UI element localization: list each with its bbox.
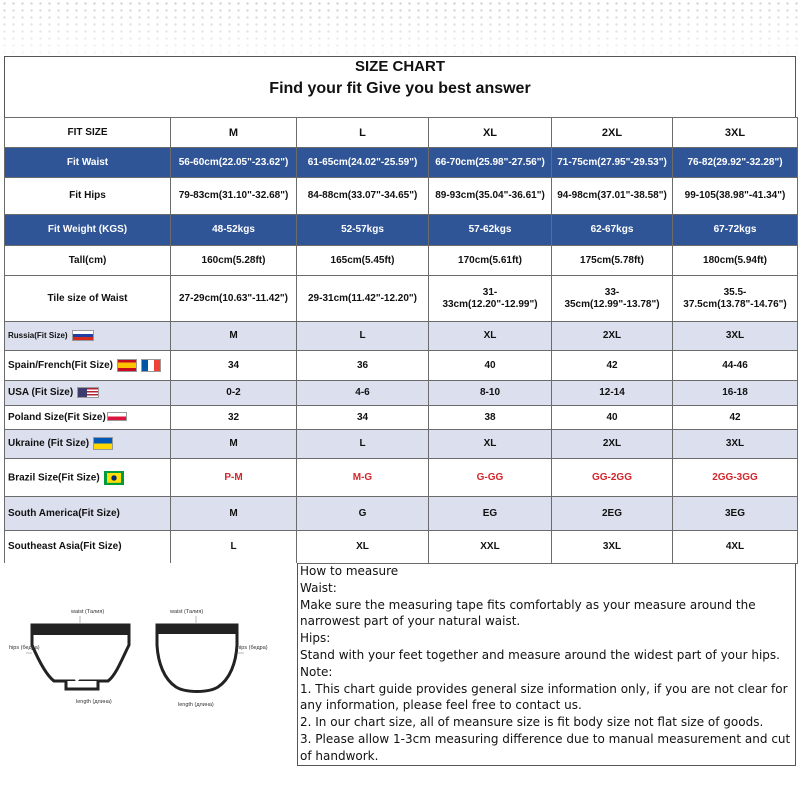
table-cell: 35.5-37.5cm(13.78"-14.76") — [673, 276, 798, 322]
table-cell: 165cm(5.45ft) — [297, 246, 429, 276]
table-cell: 3XL — [552, 531, 673, 564]
table-cell: XL — [429, 430, 552, 459]
table-cell: 34 — [171, 351, 297, 381]
row-label-brazil — [5, 459, 171, 497]
table-cell: M-G — [297, 459, 429, 497]
table-cell: 4-6 — [297, 381, 429, 406]
table-cell: 79-83cm(31.10"-32.68") — [171, 178, 297, 215]
row-label-spain-french — [5, 351, 171, 381]
brazil-flag-icon — [104, 471, 124, 485]
waist-instruction: Make sure the measuring tape fits comfortably as your measure around the narrowest part of your natural waist. — [300, 597, 756, 629]
page-title: SIZE CHART — [355, 58, 445, 75]
table-row — [5, 148, 798, 178]
table-row — [5, 178, 798, 215]
header-size-xl: XL — [429, 118, 552, 148]
measure-heading: How to measure — [300, 564, 399, 578]
table-cell: 40 — [552, 406, 673, 430]
table-row — [5, 497, 798, 531]
table-cell: G — [297, 497, 429, 531]
note-1: 1. This chart guide provides general size information only, if you are not clear for any information, please feel free to contact us. — [300, 681, 788, 713]
table-cell: 40 — [429, 351, 552, 381]
table-row — [5, 381, 798, 406]
table-cell: M — [171, 322, 297, 351]
title-area — [4, 57, 796, 117]
row-label-south-america: South America(Fit Size) — [5, 497, 171, 531]
row-label-text: Brazil Size(Fit Size) — [8, 472, 100, 484]
table-cell: 89-93cm(35.04"-36.61") — [429, 178, 552, 215]
table-cell: XL — [429, 322, 552, 351]
table-cell: 2XL — [552, 322, 673, 351]
note-2: 2. In our chart size, all of meansure size is fit body size not flat size of goods. — [300, 715, 764, 730]
table-cell: GG-2GG — [552, 459, 673, 497]
table-cell: 71-75cm(27.95"-29.53") — [552, 148, 673, 178]
table-row — [5, 459, 798, 497]
how-to-measure-text — [298, 563, 798, 766]
table-header-row — [5, 118, 798, 148]
table-cell: 32 — [171, 406, 297, 430]
row-label-russia — [5, 322, 171, 351]
table-cell: 94-98cm(37.01"-38.58") — [552, 178, 673, 215]
row-label-fit-hips: Fit Hips — [5, 178, 171, 215]
france-flag-icon — [141, 359, 161, 372]
row-label-poland — [5, 406, 171, 430]
table-cell: 38 — [429, 406, 552, 430]
row-label-text: Russia(Fit Size) — [8, 331, 68, 341]
header-size-3xl: 3XL — [673, 118, 798, 148]
row-label-text: USA (Fit Size) — [8, 387, 74, 399]
table-cell: 3XL — [673, 322, 798, 351]
table-cell: 67-72kgs — [673, 215, 798, 246]
table-cell: L — [297, 322, 429, 351]
table-cell: 12-14 — [552, 381, 673, 406]
hips-label: hips (бедра) — [237, 645, 268, 651]
waist-label: waist (Талия) — [71, 609, 105, 615]
table-cell: 48-52kgs — [171, 215, 297, 246]
row-label-tall: Tall(cm) — [5, 246, 171, 276]
row-label-southeast-asia: Southeast Asia(Fit Size) — [5, 531, 171, 564]
table-cell: 27-29cm(10.63"-11.42") — [171, 276, 297, 322]
header-size-m: M — [171, 118, 297, 148]
table-cell: 42 — [552, 351, 673, 381]
header-size-2xl: 2XL — [552, 118, 673, 148]
row-label-usa — [5, 381, 171, 406]
table-row — [5, 351, 798, 381]
table-cell: P-M — [171, 459, 297, 497]
hips-heading: Hips: — [300, 631, 331, 646]
row-label-text: Poland Size(Fit Size) — [8, 411, 106, 423]
spain-flag-icon — [117, 359, 137, 372]
table-cell: 84-88cm(33.07"-34.65") — [297, 178, 429, 215]
russia-flag-icon — [72, 330, 94, 341]
table-cell: 42 — [673, 406, 798, 430]
table-row — [5, 246, 798, 276]
table-cell: XL — [297, 531, 429, 564]
table-cell: 2GG-3GG — [673, 459, 798, 497]
table-cell: 170cm(5.61ft) — [429, 246, 552, 276]
row-label-text: Spain/French(Fit Size) — [8, 360, 114, 372]
table-cell: 3EG — [673, 497, 798, 531]
waist-label: waist (Талия) — [170, 609, 204, 615]
table-cell: 175cm(5.78ft) — [552, 246, 673, 276]
underwear-diagram-icon — [4, 563, 297, 766]
table-cell: 31-33cm(12.20"-12.99") — [429, 276, 552, 322]
length-label: length (длина) — [76, 699, 112, 705]
header-size-l: L — [297, 118, 429, 148]
table-cell: 3XL — [673, 430, 798, 459]
row-label-fit-waist: Fit Waist — [5, 148, 171, 178]
table-cell: 180cm(5.94ft) — [673, 246, 798, 276]
note-3: 3. Please allow 1-3cm measuring difference due to manual measurement and cut of handwork. — [300, 731, 791, 763]
table-row — [5, 430, 798, 459]
table-row — [5, 406, 798, 430]
table-cell: 4XL — [673, 531, 798, 564]
table-row — [5, 531, 798, 564]
table-cell: 29-31cm(11.42"-12.20") — [297, 276, 429, 322]
poland-flag-icon — [107, 412, 127, 421]
table-cell: M — [171, 430, 297, 459]
briefs-back-icon — [157, 625, 237, 692]
briefs-front-icon — [32, 625, 129, 689]
table-cell: 160cm(5.28ft) — [171, 246, 297, 276]
table-cell: 36 — [297, 351, 429, 381]
table-cell: 56-60cm(22.05"-23.62") — [171, 148, 297, 178]
table-cell: M — [171, 497, 297, 531]
table-row — [5, 322, 798, 351]
note-heading: Note: — [300, 664, 333, 679]
table-cell: 8-10 — [429, 381, 552, 406]
hips-instruction: Stand with your feet together and measure around the widest part of your hips. — [300, 647, 780, 662]
table-row — [5, 276, 798, 322]
measurement-diagram — [4, 563, 298, 766]
page-subtitle: Find your fit Give you best answer — [269, 80, 531, 97]
table-cell: L — [171, 531, 297, 564]
table-cell: 66-70cm(25.98"-27.56") — [429, 148, 552, 178]
table-cell: 2XL — [552, 430, 673, 459]
table-cell: 0-2 — [171, 381, 297, 406]
header-fit-size: FIT SIZE — [5, 118, 171, 148]
table-cell: 2EG — [552, 497, 673, 531]
table-cell: G-GG — [429, 459, 552, 497]
length-label: length (длина) — [178, 702, 214, 708]
table-cell: 57-62kgs — [429, 215, 552, 246]
row-label-fit-weight: Fit Weight (KGS) — [5, 215, 171, 246]
table-cell: EG — [429, 497, 552, 531]
table-cell: 16-18 — [673, 381, 798, 406]
table-row — [5, 215, 798, 246]
row-label-tile-waist: Tile size of Waist — [5, 276, 171, 322]
usa-flag-icon — [77, 387, 99, 398]
banner-fade — [0, 0, 800, 58]
row-label-ukraine — [5, 430, 171, 459]
table-cell: 52-57kgs — [297, 215, 429, 246]
row-label-text: Ukraine (Fit Size) — [8, 438, 90, 450]
waist-heading: Waist: — [300, 580, 337, 595]
table-cell: XXL — [429, 531, 552, 564]
ukraine-flag-icon — [93, 437, 113, 450]
hips-label: hips (бедра) — [9, 645, 40, 651]
table-cell: 76-82(29.92"-32.28") — [673, 148, 798, 178]
table-cell: 34 — [297, 406, 429, 430]
table-cell: 62-67kgs — [552, 215, 673, 246]
table-cell: 99-105(38.98"-41.34") — [673, 178, 798, 215]
table-cell: 33-35cm(12.99"-13.78") — [552, 276, 673, 322]
table-cell: 44-46 — [673, 351, 798, 381]
table-cell: 61-65cm(24.02"-25.59") — [297, 148, 429, 178]
size-chart-table — [4, 117, 798, 564]
table-cell: L — [297, 430, 429, 459]
